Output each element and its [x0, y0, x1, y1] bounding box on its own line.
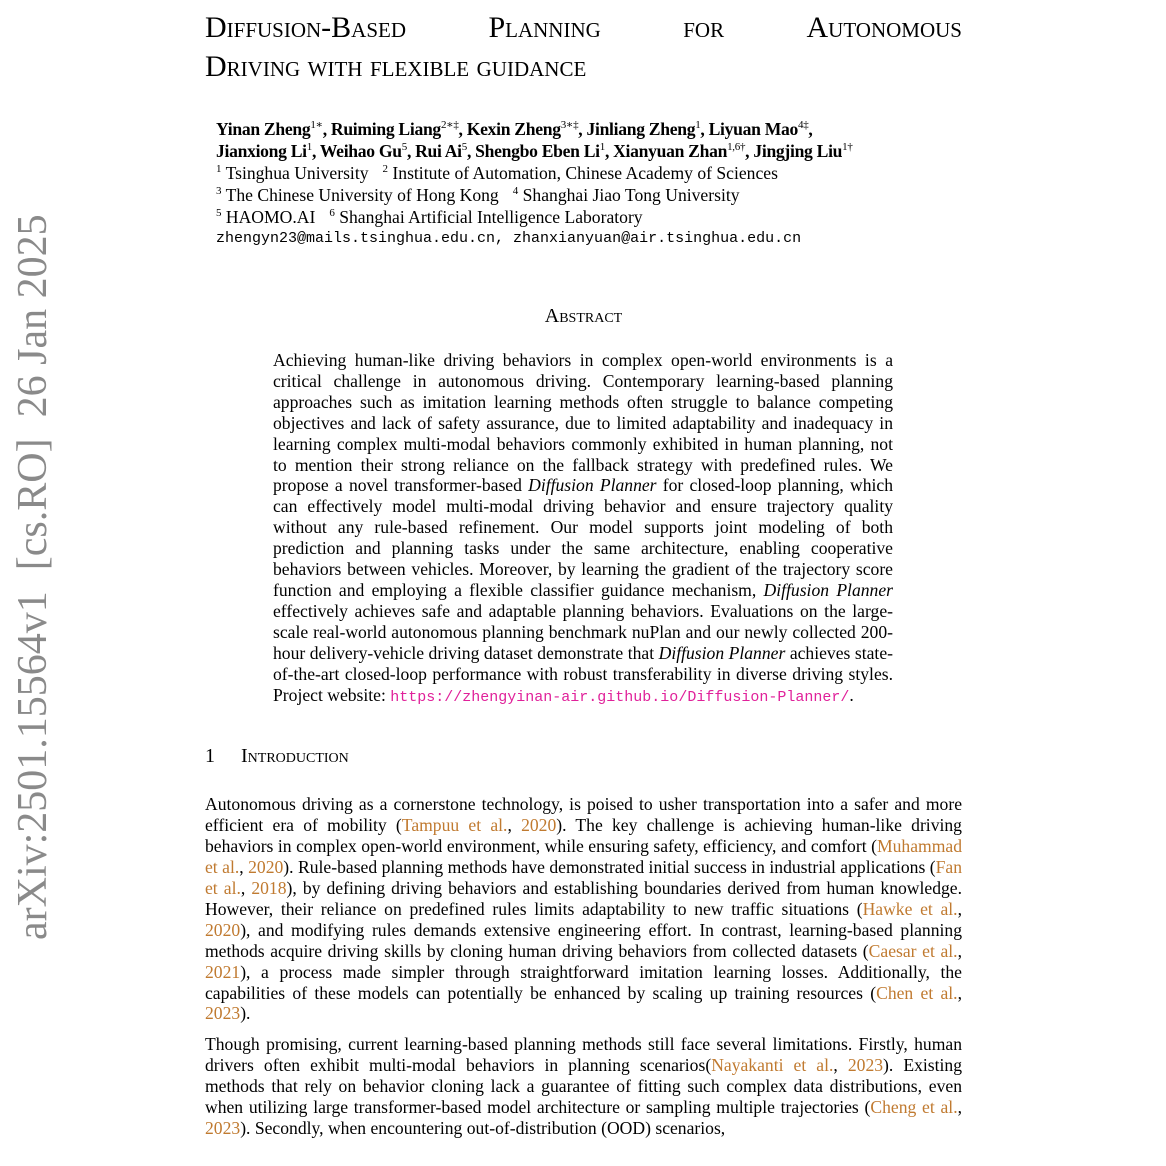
author-line: Jianxiong Li$^1$, Weihao Gu$^5$, Rui Ai$^5$, Shengbo Eben Li$^1$, Xianyuan Zhan$^{1,6\dagger}$, Jingjing Liu$^{1\dagger}$ [216, 141, 853, 161]
citation-link[interactable]: Nayakanti et al. [711, 1055, 834, 1076]
arxiv-stamp [8, 214, 58, 940]
author-name: Jianxiong Li [216, 141, 307, 161]
abstract-text: Achieving human-like driving behaviors in complex open-world environments is a critical challenge in autonomous driving. Contemporary learning-based planning approaches such as imitation learning methods often struggle to balance competing objectives and lack of safety assurance, due to limited adaptability and inadequacy in learning complex multi-modal behaviors commonly exhibited in human planning, not to mention their strong reliance on the fallback strategy with predefined rules. We propose a novel transformer-based [273, 350, 893, 496]
author-name: Rui Ai [415, 141, 462, 161]
section-title: Introduction [241, 745, 349, 768]
affiliation-name: The Chinese University of Hong Kong [221, 185, 499, 205]
intro-paragraph-2: Though promising, current learning-based planning methods still face several limitations. Firstly, human drivers often exhibit multi-modal behaviors in planning scenarios(Nayakanti et al., 2023). Existing methods that rely on behavior cloning lack a guarantee of fitting such complex data distributions, even when utilizing large transformer-based model architecture or sampling multiple trajectories (Cheng et al., 2023). Secondly, when encountering out-of-distribution (OOD) scenarios, [205, 1034, 962, 1138]
citation-year-link[interactable]: 2018 [251, 878, 287, 899]
author-name: Kexin Zheng [466, 119, 561, 139]
author-affiliation-mark: 5 [401, 141, 407, 154]
citation-year-link[interactable]: 2023 [205, 1118, 241, 1138]
abstract-heading: Abstract [544, 305, 623, 327]
author-name: Liyuan Mao [708, 119, 799, 139]
title-line-1 [205, 8, 962, 47]
author-name: Xianyuan Zhan [613, 141, 728, 161]
affiliation-row [216, 184, 962, 206]
arxiv-category: [cs.RO] [10, 438, 56, 571]
citation-link[interactable]: Tampuu et al. [401, 815, 508, 836]
citation-year-link[interactable]: 2023 [847, 1055, 884, 1076]
author-affiliation-mark: 1 [306, 141, 312, 154]
affiliation-row [216, 206, 962, 228]
author-name: Weihao Gu [319, 141, 402, 161]
affiliation-row [216, 162, 962, 184]
affiliation-name: HAOMO.AI [221, 207, 316, 227]
affiliation-list [216, 162, 962, 228]
author-affiliation-mark: 3∗‡ [560, 119, 579, 132]
section-number: 1 [205, 745, 215, 768]
main-column [205, 8, 962, 1139]
method-name: Diffusion Planner [528, 475, 657, 496]
affiliation-name: Institute of Automation, Chinese Academy of Sciences [388, 163, 778, 183]
abstract-body [273, 350, 893, 708]
author-affiliation-mark: 1 [695, 119, 701, 132]
abstract-text: achieves state-of-the-art closed-loop performance with robust transferability in diverse driving styles. Project website: [273, 642, 893, 705]
intro-paragraph-1: Autonomous driving as a cornerstone technology, is poised to usher transportation into a safer and more efficient era of mobility (Tampuu et al., 2020). The key challenge is achieving human-like driving behaviors in complex open-world environment, while ensuring safety, efficiency, and comfort (Muhammad et al., 2020). Rule-based planning methods have demonstrated initial success in industrial applications (Fan et al., 2018), by defining driving behaviors and establishing boundaries derived from human knowledge. However, their reliance on predefined rules limits adaptability to new traffic situations (Hawke et al., 2020), and modifying rules demands extensive engineering effort. In contrast, learning-based planning methods acquire driving skills by cloning human driving behaviors from collected datasets (Caesar et al., 2021), a process made simpler through straightforward imitation learning losses. Additionally, the capabilities of these models can potentially be enhanced by scaling up training resources (Chen et al., 2023). [205, 794, 963, 1024]
author-name: Shengbo Eben Li [475, 141, 600, 161]
method-name: Diffusion Planner [658, 642, 786, 663]
author-affiliation-mark: 2∗‡ [440, 119, 459, 132]
section-heading [205, 744, 962, 768]
affiliation-number: 6 [329, 207, 335, 220]
author-affiliation-mark: 5 [461, 141, 467, 154]
title-word: Diffusion-Based [205, 11, 407, 44]
citation-link[interactable]: Hawke et al. [862, 898, 958, 919]
title-word: Autonomous [806, 11, 962, 44]
title-line-2: Driving with flexible guidance [205, 50, 587, 83]
citation-link[interactable]: Fan et al. [205, 857, 963, 899]
affiliation-number: 3 [216, 185, 222, 198]
citation-year-link[interactable]: 2021 [205, 961, 241, 982]
abstract-text: for closed-loop planning, which can effectively model multi-modal driving behavior and ensure trajectory quality without any rule-based refinement. Our model supports joint modeling of both prediction and planning tasks under the same architecture, enabling cooperative behaviors between vehicles. Moreover, by learning the gradient of the trajectory score function and employing a flexible classifier guidance mechanism, [273, 475, 893, 600]
affiliation-number: 2 [382, 163, 389, 176]
title-word: Planning [488, 11, 601, 44]
citation-link[interactable]: Caesar et al. [868, 940, 958, 961]
affiliation-name: Shanghai Jiao Tong University [518, 185, 740, 205]
title-word: for [683, 11, 725, 44]
author-name: Yinan Zheng [216, 119, 311, 139]
citation-year-link[interactable]: 2020 [205, 919, 241, 940]
author-name: Jingjing Liu [753, 141, 843, 161]
method-name: Diffusion Planner [763, 579, 893, 600]
author-affiliation-mark: 1,6† [727, 141, 746, 154]
project-website-link[interactable]: https://zhengyinan-air.github.io/Diffusion-Planner/ [390, 688, 850, 706]
paper-title [205, 8, 962, 86]
arxiv-id: arXiv:2501.15564v1 [10, 591, 56, 940]
affiliation-name: Shanghai Artificial Intelligence Laboratory [334, 207, 643, 227]
affiliation-number: 1 [216, 163, 222, 176]
author-line: Yinan Zheng$^{1∗}$, Ruiming Liang$^{2∗\ddagger}$, Kexin Zheng$^{3∗\ddagger}$, Jinliang Zheng$^1$, Liyuan Mao$^{4\ddagger}$, [216, 119, 813, 139]
arxiv-date: 26 Jan 2025 [10, 214, 56, 418]
author-affiliation-mark: 1† [842, 141, 853, 154]
citation-link[interactable]: Muhammad et al. [205, 836, 962, 878]
abstract-text: effectively achieves safe and adaptable planning behaviors. Evaluations on the large-scale real-world autonomous planning benchmark nuPlan and our newly collected 200-hour delivery-vehicle driving dataset demonstrate that [273, 600, 893, 663]
author-name: Jinliang Zheng [586, 119, 696, 139]
citation-year-link[interactable]: 2020 [521, 815, 557, 836]
citation-link[interactable]: Cheng et al. [870, 1097, 958, 1118]
author-affiliation-mark: 1∗ [310, 119, 323, 132]
citation-year-link[interactable]: 2023 [205, 1003, 241, 1024]
author-affiliation-mark: 1 [599, 141, 605, 154]
abstract-text: . [849, 684, 854, 705]
author-affiliation-mark: 4‡ [798, 119, 809, 132]
contact-emails[interactable]: zhengyn23@mails.tsinghua.edu.cn, zhanxianyuan@air.tsinghua.edu.cn [216, 230, 802, 247]
citation-year-link[interactable]: 2020 [248, 857, 284, 878]
affiliation-number: 4 [512, 185, 519, 198]
author-list [216, 118, 976, 162]
citation-link[interactable]: Chen et al. [876, 982, 958, 1003]
author-name: Ruiming Liang [330, 119, 441, 139]
affiliation-name: Tsinghua University [221, 163, 369, 183]
affiliation-number: 5 [216, 207, 222, 220]
